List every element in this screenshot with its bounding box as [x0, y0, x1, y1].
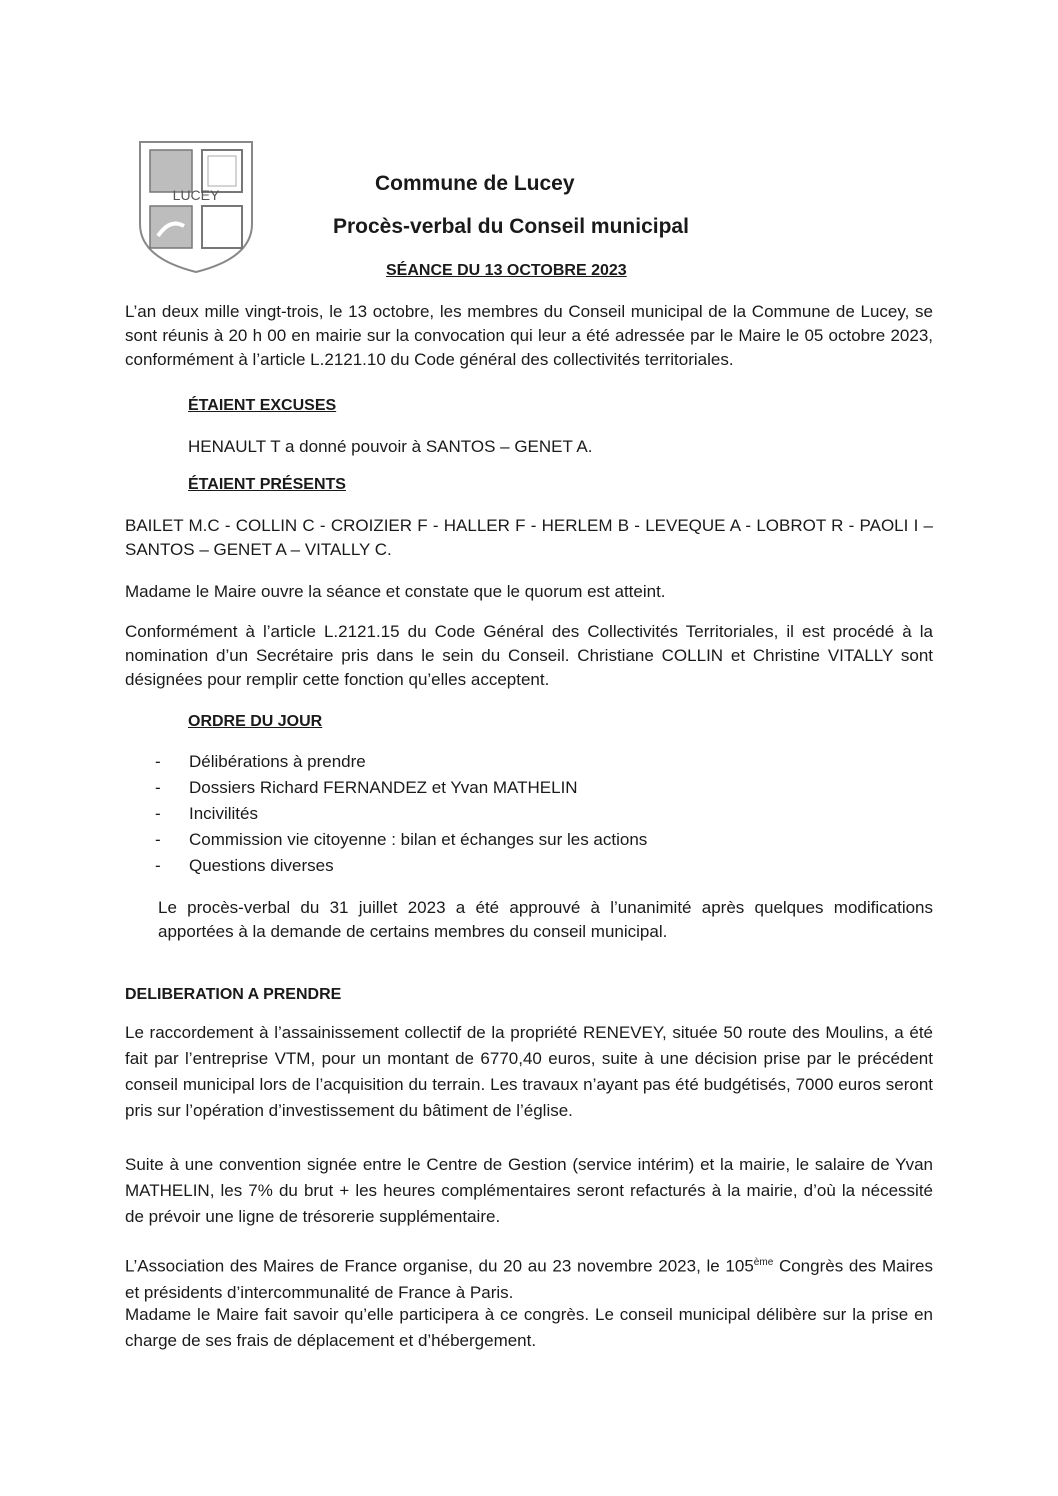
agenda-item — [155, 827, 647, 853]
agenda-item — [155, 801, 647, 827]
deliberation-paragraph-3 — [125, 1250, 933, 1306]
agenda-item-text: Délibérations à prendre — [189, 752, 366, 771]
congress-text-start: L’Association des Maires de France organise, du 20 au 23 novembre 2023, le 105 — [125, 1256, 754, 1276]
agenda-item-text: Incivilités — [189, 804, 258, 823]
quorum-paragraph: Madame le Maire ouvre la séance et constate que le quorum est atteint. — [125, 582, 666, 601]
approval-paragraph: Le procès-verbal du 31 juillet 2023 a été approuvé à l’unanimité après quelques modifications apportées à la demande de certains membres du conseil municipal. — [158, 898, 933, 941]
intro-paragraph: L’an deux mille vingt-trois, le 13 octobre, les membres du Conseil municipal de la Commune de Lucey, se sont réunis à 20 h 00 en mairie sur la convocation qui leur a été adressée par le Maire le 05 octobre 2023, conformément à l’article L.2121.10 du Code général des collectivités territoriales. — [125, 302, 933, 369]
agenda-item — [155, 775, 647, 801]
bullet-dash: - — [155, 830, 161, 849]
excused-text: HENAULT T a donné pouvoir à SANTOS – GENET A. — [188, 437, 593, 456]
present-list: BAILET M.C - COLLIN C - CROIZIER F - HALLER F - HERLEM B - LEVEQUE A - LOBROT R - PAOLI I – SANTOS – GENET A – VITALLY C. — [125, 516, 933, 559]
session-date: SÉANCE DU 13 OCTOBRE 2023 — [386, 262, 627, 279]
bullet-dash: - — [155, 752, 161, 771]
crest-text: LUCEY — [172, 187, 220, 203]
deliberation-paragraph-1: Le raccordement à l’assainissement collectif de la propriété RENEVEY, située 50 route des Moulins, a été fait par l’entreprise VTM, pour un montant de 6770,40 euros, suite à une décision prise par le précédent conseil municipal lors de l’acquisition du terrain. Les travaux n’ayant pas été budgétisés, 7000 euros seront pris sur l’opération d’investissement du bâtiment de l’église. — [125, 1023, 933, 1120]
agenda-item-text: Questions diverses — [189, 856, 334, 875]
document-title: Procès-verbal du Conseil municipal — [333, 215, 689, 238]
bullet-dash: - — [155, 804, 161, 823]
agenda-list — [155, 749, 647, 879]
agenda-heading: ORDRE DU JOUR — [188, 713, 323, 730]
bullet-dash: - — [155, 856, 161, 875]
deliberation-paragraph-2: Suite à une convention signée entre le Centre de Gestion (service intérim) et la mairie, le salaire de Yvan MATHELIN, les 7% du brut + les heures complémentaires seront refacturés à la mairie, d’où la nécessité de prévoir une ligne de trésorerie supplémentaire. — [125, 1155, 933, 1226]
secretary-paragraph: Conformément à l’article L.2121.15 du Code Général des Collectivités Territoriales, il est procédé à la nomination d’un Secrétaire pris dans le sein du Conseil. Christiane COLLIN et Christine VITALLY sont désignées pour remplir cette fonction qu’elles acceptent. — [125, 622, 933, 689]
ordinal-suffix: ème — [753, 1257, 774, 1268]
agenda-item-text: Commission vie citoyenne : bilan et échanges sur les actions — [189, 830, 648, 849]
deliberation-heading: DELIBERATION A PRENDRE — [125, 986, 342, 1003]
agenda-item-text: Dossiers Richard FERNANDEZ et Yvan MATHELIN — [189, 778, 578, 797]
agenda-item — [155, 853, 647, 879]
excused-heading: ÉTAIENT EXCUSES — [188, 397, 337, 414]
agenda-item — [155, 749, 647, 775]
commune-name: Commune de Lucey — [375, 172, 575, 195]
lucey-crest-logo — [132, 136, 260, 276]
deliberation-paragraph-4: Madame le Maire fait savoir qu’elle participera à ce congrès. Le conseil municipal délibère sur la prise en charge de ses frais de déplacement et d’hébergement. — [125, 1305, 933, 1350]
congress-text-end: Congrès des Maires et présidents d’intercommunalité de France à Paris. — [125, 1256, 934, 1302]
present-heading: ÉTAIENT PRÉSENTS — [188, 476, 346, 493]
bullet-dash: - — [155, 778, 161, 797]
